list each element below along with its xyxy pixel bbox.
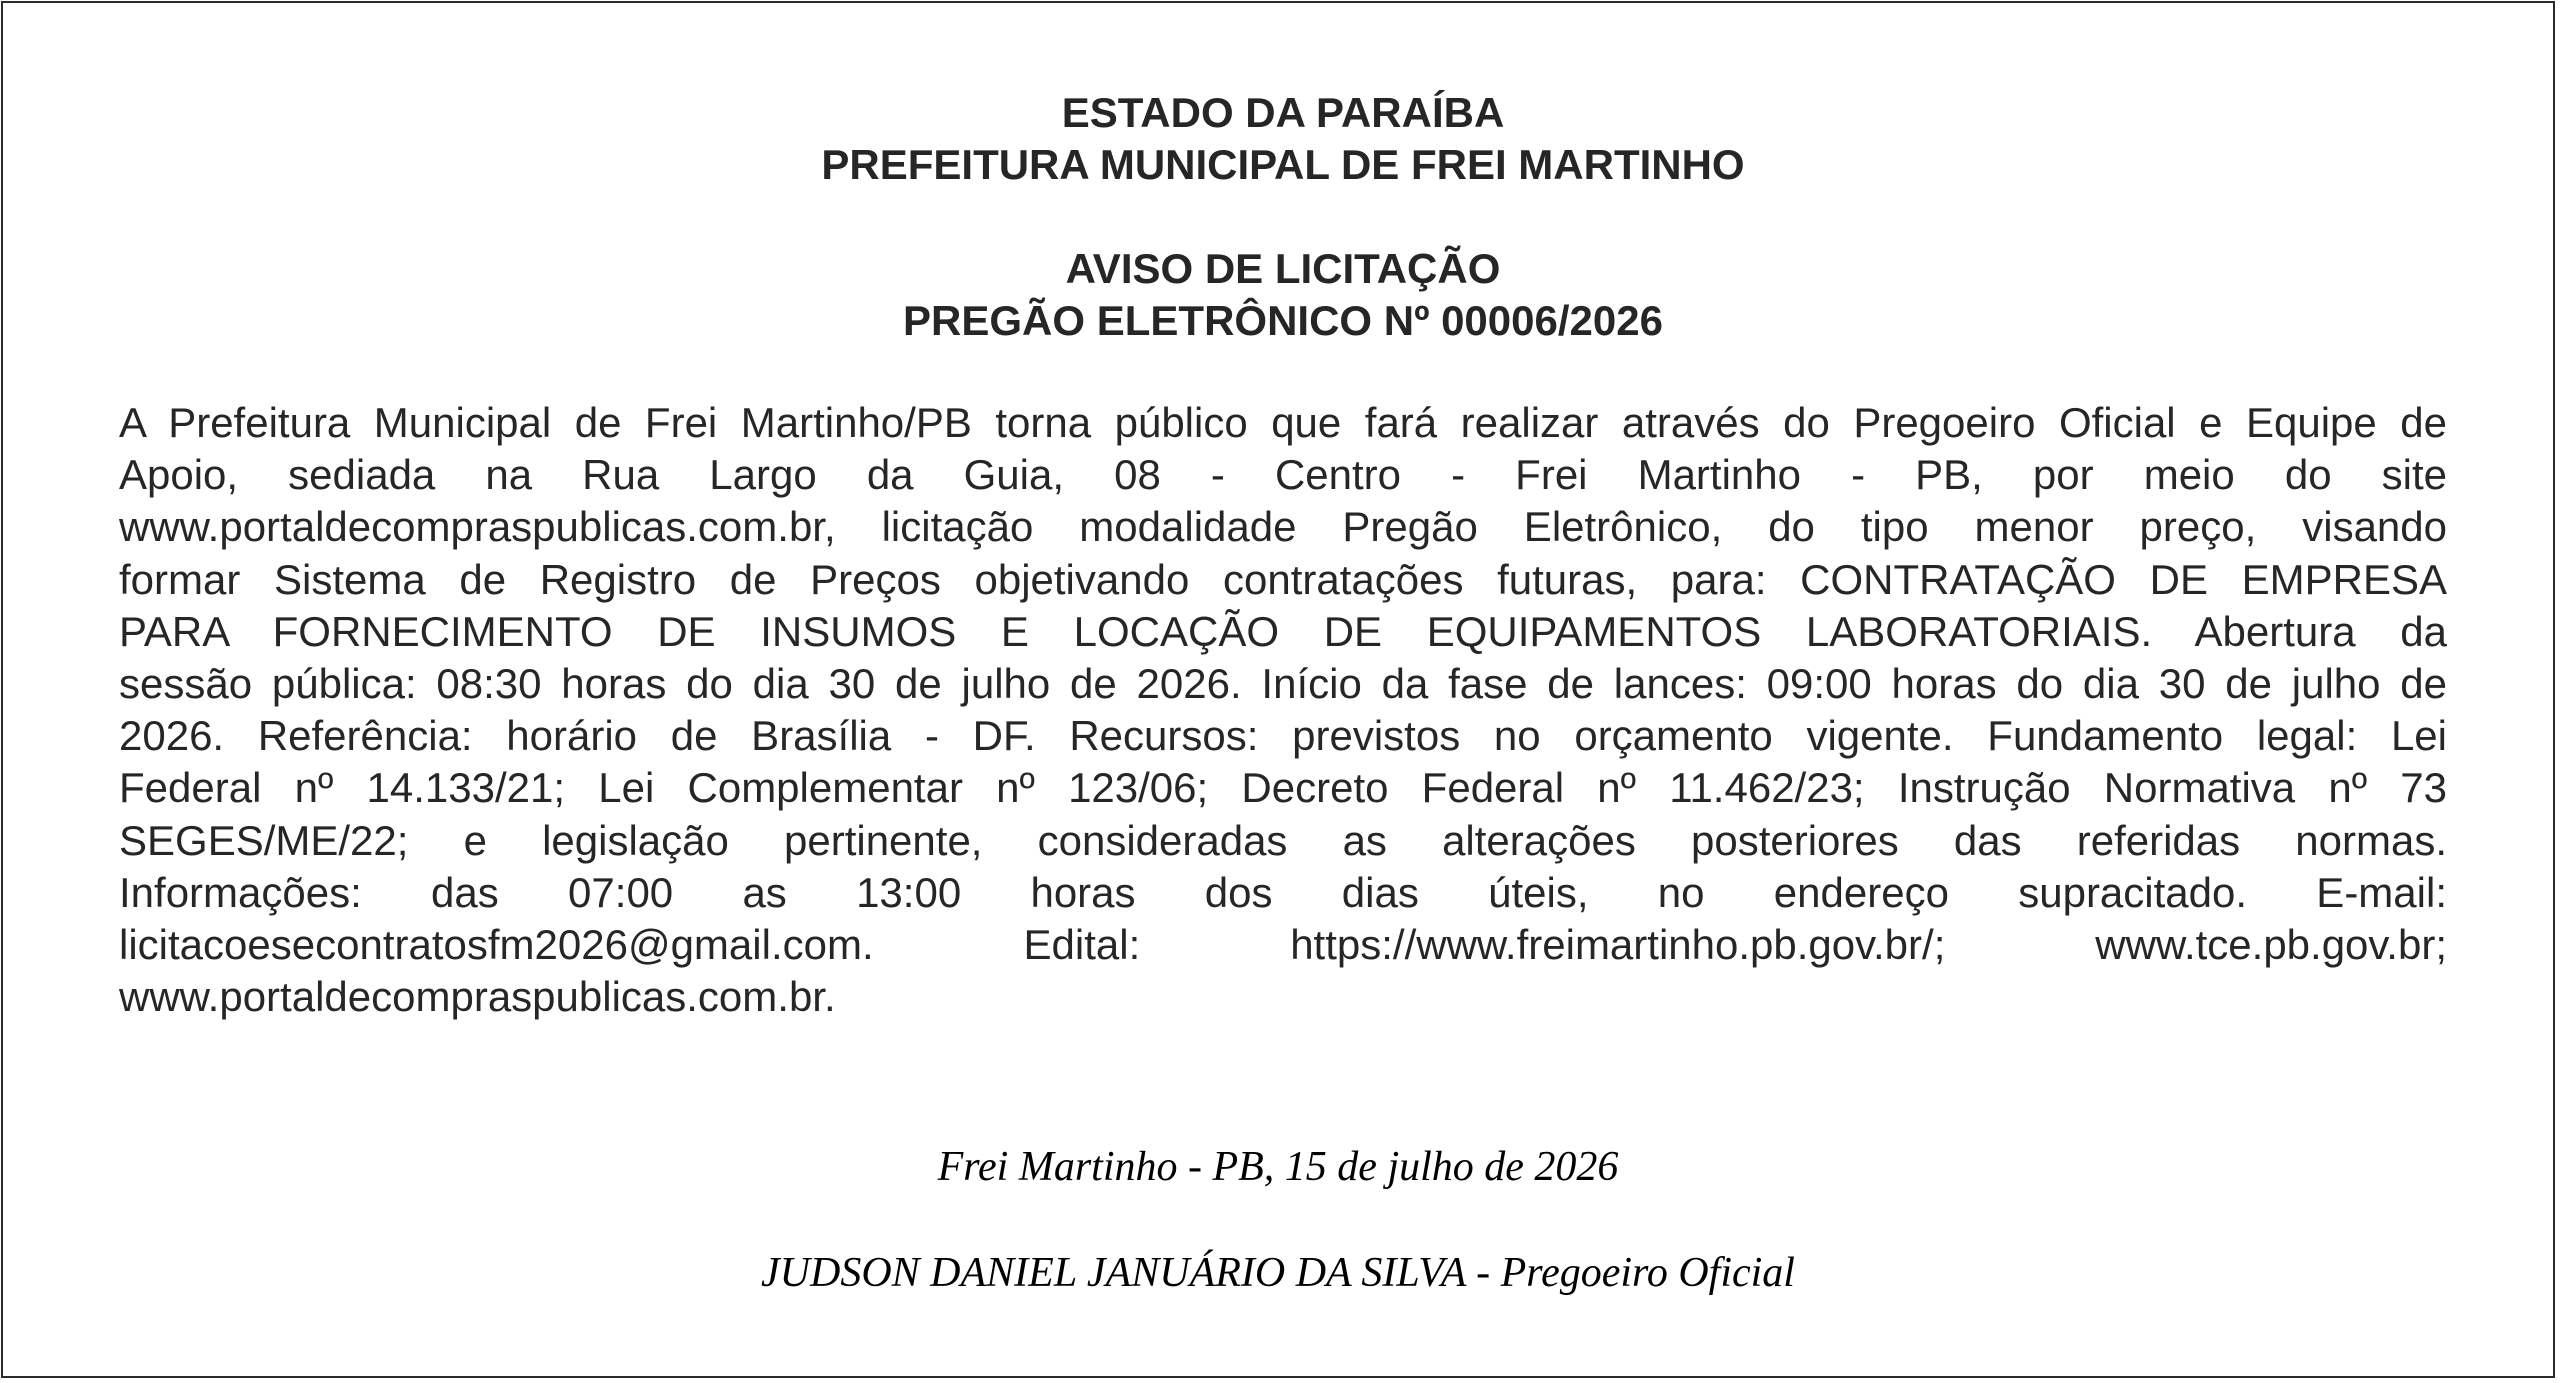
body-line: PARA FORNECIMENTO DE INSUMOS E LOCAÇÃO DE EQUIPAMENTOS LABORATORIAIS. Abertura da <box>119 607 2447 655</box>
body-line: www.portaldecompraspublicas.com.br. <box>119 973 836 1021</box>
municipality-heading: PREFEITURA MUNICIPAL DE FREI MARTINHO <box>821 141 1745 188</box>
notice-body <box>119 397 2447 1023</box>
body-line: SEGES/ME/22; e legislação pertinente, consideradas as alterações posteriores das referidas normas. <box>119 816 2447 864</box>
body-line: 2026. Referência: horário de Brasília - DF. Recursos: previstos no orçamento vigente. Fundamento legal: Lei <box>119 712 2447 760</box>
signer-role: Pregoeiro Oficial <box>1500 1250 1795 1296</box>
body-line: www.portaldecompraspublicas.com.br, licitação modalidade Pregão Eletrônico, do tipo menor preço, visando <box>119 503 2447 551</box>
body-line: sessão pública: 08:30 horas do dia 30 de julho de 2026. Início da fase de lances: 09:00 horas do dia 30 de julho de <box>119 660 2447 708</box>
body-line: Federal nº 14.133/21; Lei Complementar nº 123/06; Decreto Federal nº 11.462/23; Instrução Normativa nº 73 <box>119 764 2447 812</box>
signature-line <box>3 1247 2553 1299</box>
signer-name: JUDSON DANIEL JANUÁRIO DA SILVA <box>761 1250 1466 1296</box>
body-line: Informações: das 07:00 as 13:00 horas dos dias úteis, no endereço supracitado. E-mail: <box>119 868 2447 916</box>
place-date: Frei Martinho - PB, 15 de julho de 2026 <box>937 1144 1619 1190</box>
body-line: licitacoesecontratosfm2026@gmail.com. Edital: https://www.freimartinho.pb.gov.br/; www.tce.pb.gov.br; <box>119 921 2447 969</box>
heading-spacer <box>119 191 2447 243</box>
state-heading: ESTADO DA PARAÍBA <box>1061 89 1505 136</box>
notice-frame <box>1 1 2555 1378</box>
notice-subtitle: PREGÃO ELETRÔNICO Nº 00006/2026 <box>903 297 1663 344</box>
body-line: Apoio, sediada na Rua Largo da Guia, 08 - Centro - Frei Martinho - PB, por meio do site <box>119 451 2447 499</box>
body-line: A Prefeitura Municipal de Frei Martinho/PB torna público que fará realizar através do Pregoeiro Oficial e Equipe de <box>119 399 2447 446</box>
notice-title: AVISO DE LICITAÇÃO <box>1065 245 1501 292</box>
body-line: formar Sistema de Registro de Preços objetivando contratações futuras, para: CONTRATAÇÃO DE EMPRESA <box>119 555 2447 603</box>
signer-separator: - <box>1465 1250 1501 1296</box>
notice-content <box>119 87 2447 1023</box>
